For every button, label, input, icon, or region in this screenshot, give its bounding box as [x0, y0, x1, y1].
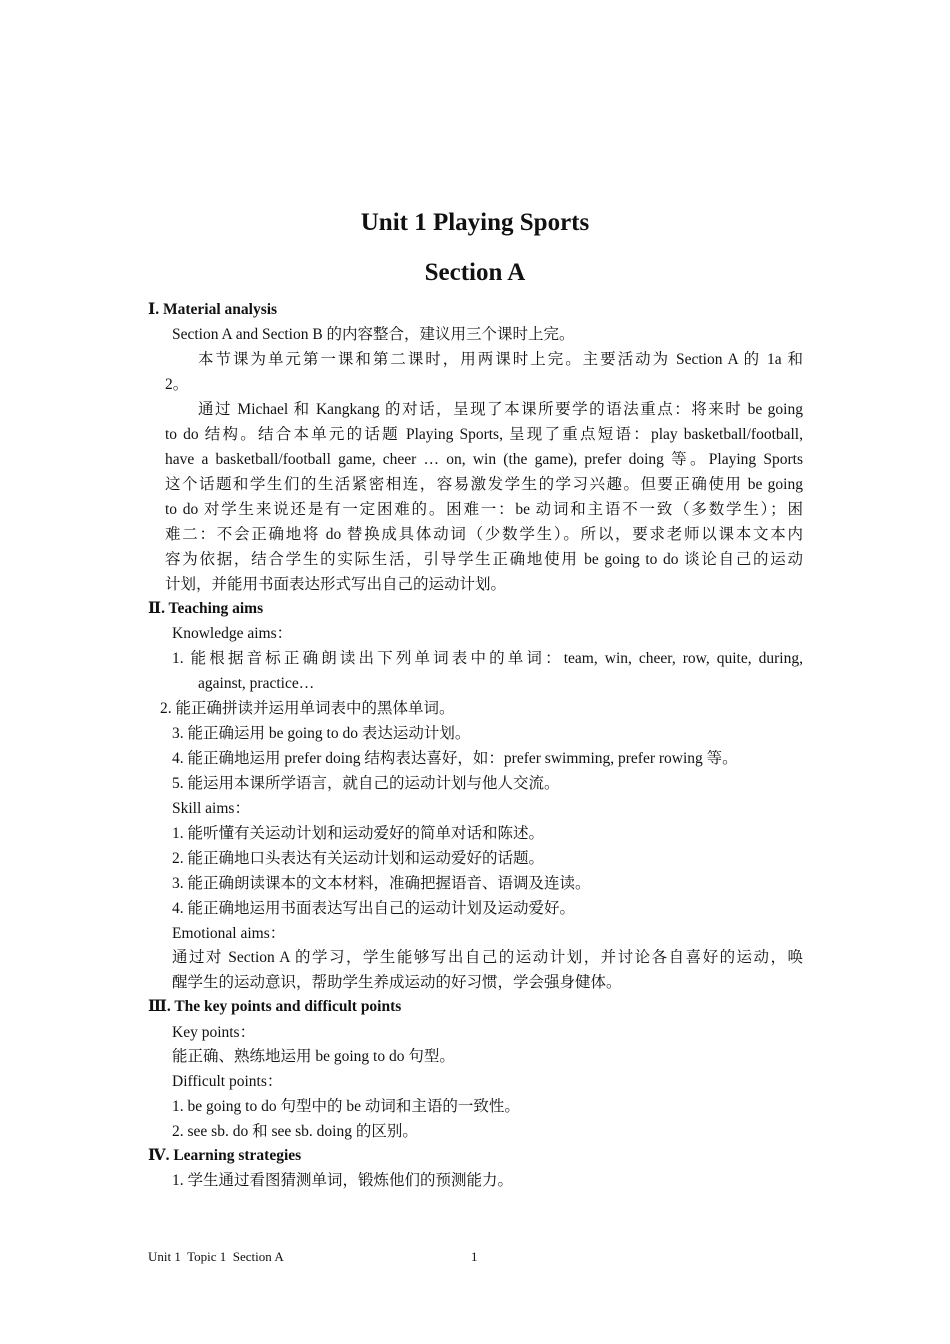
text-line: have a basketball/football game, cheer … on, win (the game), prefer doing 等。Playing Sports: [165, 451, 803, 468]
unit-title: Unit 1 Playing Sports: [360, 209, 590, 236]
heading-key-points: Ⅲ. The key points and difficult points: [148, 998, 402, 1015]
text-line: Key points：: [172, 1024, 256, 1041]
text-line: Section A and Section B 的内容整合，建议用三个课时上完。: [172, 326, 575, 343]
text-line: 本节课为单元第一课和第二课时，用两课时上完。主要活动为 Section A 的 1a 和: [198, 351, 803, 368]
text-line: to do 结构。结合本单元的话题 Playing Sports, 呈现了重点短语：play basketball/football,: [165, 426, 803, 443]
text-line: 4. 能正确地运用书面表达写出自己的运动计划及运动爱好。: [172, 900, 576, 917]
text-line: 3. 能正确运用 be going to do 表达运动计划。: [172, 725, 471, 742]
text-line: Knowledge aims：: [172, 625, 293, 642]
text-line: 2。: [165, 376, 189, 393]
text-line: to do 对学生来说还是有一定困难的。困难一：be 动词和主语不一致（多数学生）；困: [165, 501, 803, 518]
text-line: 1. 能根据音标正确朗读出下列单词表中的单词：team, win, cheer, row, quite, during,: [172, 650, 803, 667]
text-line: Difficult points：: [172, 1073, 283, 1090]
text-line: 1. 能听懂有关运动计划和运动爱好的简单对话和陈述。: [172, 825, 545, 842]
text-line: 能正确、熟练地运用 be going to do 句型。: [172, 1048, 455, 1065]
text-line: 通过对 Section A 的学习，学生能够写出自己的运动计划，并讨论各自喜好的运动，唤: [172, 949, 803, 966]
text-line: 通过 Michael 和 Kangkang 的对话，呈现了本课所要学的语法重点：将来时 be going: [198, 401, 803, 418]
text-line: 1. 学生通过看图猜测单词，锻炼他们的预测能力。: [172, 1172, 514, 1189]
footer-label: Unit 1 Topic 1 Section A: [148, 1249, 284, 1264]
text-line: 4. 能正确地运用 prefer doing 结构表达喜好，如：prefer swimming, prefer rowing 等。: [172, 750, 738, 767]
text-line: 2. 能正确地口头表达有关运动计划和运动爱好的话题。: [172, 850, 545, 867]
text-line: 醒学生的运动意识，帮助学生养成运动的好习惯，学会强身健体。: [172, 974, 622, 991]
text-line: 难二：不会正确地将 do 替换成具体动词（少数学生）。所以，要求老师以课本文本内: [165, 526, 803, 543]
text-line: Skill aims：: [172, 800, 250, 817]
text-line: 1. be going to do 句型中的 be 动词和主语的一致性。: [172, 1098, 520, 1115]
text-line: 3. 能正确朗读课本的文本材料，准确把握语音、语调及连读。: [172, 875, 591, 892]
text-line: 这个话题和学生们的生活紧密相连，容易激发学生的学习兴趣。但要正确使用 be going: [165, 476, 803, 493]
heading-teaching-aims: Ⅱ. Teaching aims: [148, 600, 264, 617]
heading-material-analysis: Ⅰ. Material analysis: [148, 301, 278, 318]
section-title: Section A: [424, 259, 526, 286]
text-line: against, practice…: [198, 675, 315, 692]
text-line: 5. 能运用本课所学语言，就自己的运动计划与他人交流。: [172, 775, 560, 792]
text-line: 2. 能正确拼读并运用单词表中的黑体单词。: [160, 700, 455, 717]
text-line: 2. see sb. do 和 see sb. doing 的区别。: [172, 1123, 418, 1140]
text-line: 计划，并能用书面表达形式写出自己的运动计划。: [165, 576, 507, 593]
text-line: Emotional aims：: [172, 925, 286, 942]
heading-learning-strategies: Ⅳ. Learning strategies: [148, 1147, 302, 1164]
text-line: 容为依据，结合学生的实际生活，引导学生正确地使用 be going to do 谈论自己的运动: [165, 551, 803, 568]
page-number: 1: [471, 1249, 478, 1264]
